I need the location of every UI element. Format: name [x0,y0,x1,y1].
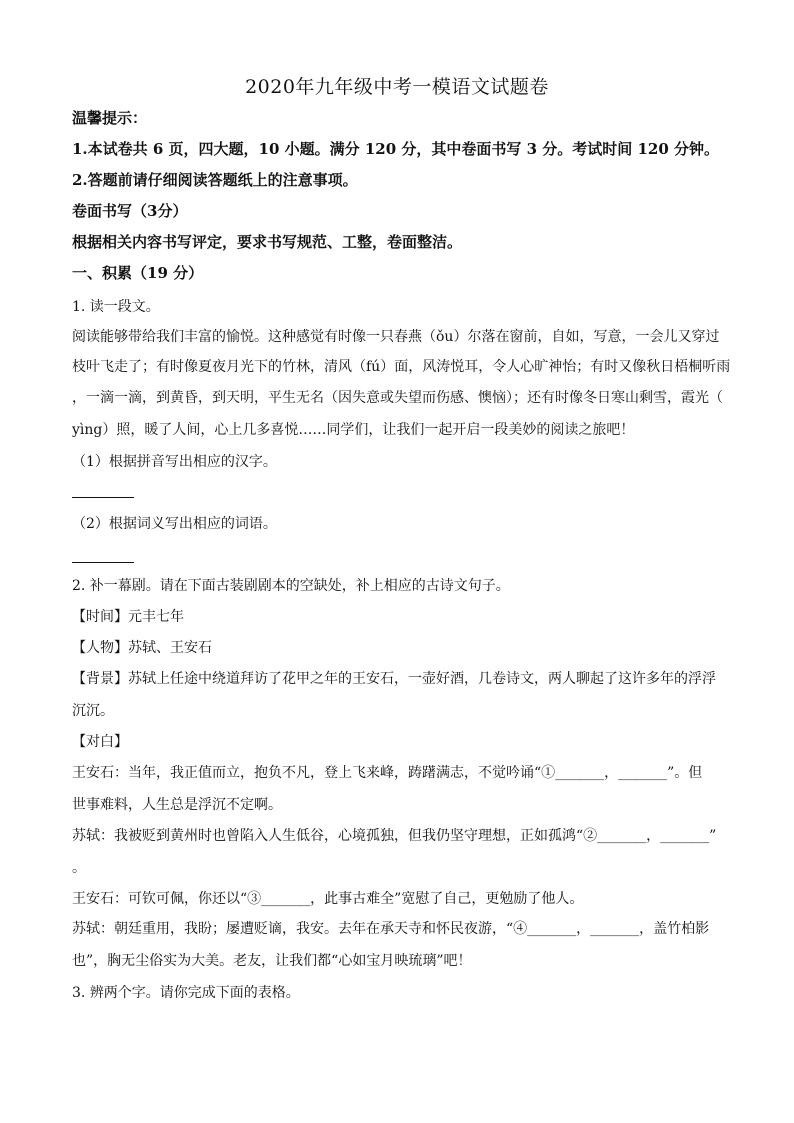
text-line: 王安石：当年，我正值而立，抱负不凡，登上飞来峰，踌躇满志，不觉吟诵“①_______，_______”。但 [72,765,703,781]
text-line: 【时间】元丰七年 [72,609,184,625]
text-line: 2. 补一幕剧。请在下面古装剧剧本的空缺处，补上相应的古诗文句子。 [72,578,510,594]
answer-blank-2 [72,562,134,563]
text-line: 【人物】苏轼、王安石 [72,640,212,656]
text-line: 温馨提示： [72,109,148,127]
text-line: 1.本试卷共 6 页，四大题，10 小题。满分 120 分，其中卷面书写 3 分。考试时间 120 分钟。 [72,140,720,158]
text-line: 卷面书写（3分） [72,202,188,220]
text-line: 1. 读一段文。 [72,299,160,315]
text-line: 沉沉。 [72,703,114,719]
text-line: 王安石：可钦可佩，你还以“③_______，此事古难全”宽慰了自己，更勉励了他人。 [72,891,584,907]
text-line: 世事难料，人生总是浮沉不定啊。 [72,797,282,813]
text-line: （1）根据拼音写出相应的汉字。 [72,454,277,470]
text-line: （2）根据词义写出相应的词语。 [72,516,277,532]
text-line: 也”，胸无尘俗实为大美。老友，让我们都“心如宝月映琉璃”吧！ [72,953,472,969]
page-title: 2020年九年级中考一模语文试题卷 [245,76,549,98]
text-line: 【背景】苏轼上任途中绕道拜访了花甲之年的王安石，一壶好酒，几卷诗文，两人聊起了这许多年的浮浮 [72,671,716,687]
text-line: 枝叶飞走了；有时像夏夜月光下的竹林，清风（fú）面，风涛悦耳，令人心旷神怡；有时又像秋日梧桐听雨 [72,359,731,375]
text-line: yìng）照，暖了人间，心上几多喜悦……同学们，让我们一起开启一段美妙的阅读之旅吧！ [72,422,635,438]
text-line: 。 [72,860,86,876]
answer-blank-1 [72,497,134,498]
text-line: 苏轼：朝廷重用，我盼；屡遭贬谪，我安。去年在承天寺和怀民夜游，“④_______，_______，盖竹柏影 [72,921,710,937]
text-line: 根据相关内容书写评定，要求书写规范、工整，卷面整洁。 [72,233,463,251]
text-line: 阅读能够带给我们丰富的愉悦。这种感觉有时像一只春燕（ǒu）尔落在窗前，自如，写意，一会儿又穿过 [72,329,720,345]
text-line: 3. 辨两个字。请你完成下面的表格。 [72,985,300,1001]
text-line: 苏轼：我被贬到黄州时也曾陷入人生低谷，心境孤独，但我仍坚守理想，正如孤鸿“②_______，_______” [72,828,717,844]
text-line: 一、积累（19 分） [72,264,204,282]
text-line: 【对白】 [72,734,128,750]
text-line: 2.答题前请仔细阅读答题纸上的注意事项。 [72,171,358,189]
text-line: ，一滴一滴，到黄昏，到天明，平生无名（因失意或失望而伤感、懊恼）；还有时像冬日寒山剩雪，霞光（ [72,390,723,406]
